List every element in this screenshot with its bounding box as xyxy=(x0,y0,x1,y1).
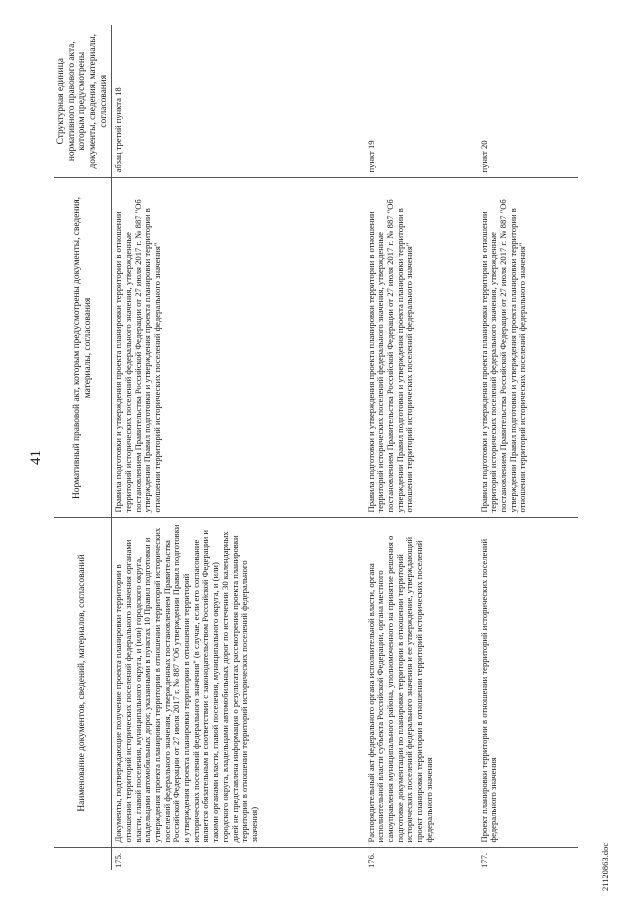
row-number: 175. xyxy=(113,852,124,868)
table-row xyxy=(112,25,365,870)
row-legal-act: Правила подготовки и утверждения проекта планировки территории в отношении территорий исторических поселений федерального значения, утвержденные постановлением Правительства Российской Федерации от 27 июля 2017 г. № 887 "Об утверждении Правил подготовки и утверждения проекта планировки территории в отношении территорий исторических поселений федерального значения" xyxy=(478,178,578,518)
row-number: 177. xyxy=(478,852,489,868)
table-header-row xyxy=(54,25,112,870)
row-legal-act: Правила подготовки и утверждения проекта планировки территории в отношении территорий исторических поселений федерального значения, утвержденные постановлением Правительства Российской Федерации от 27 июля 2017 г. № 887 "Об утверждении Правил подготовки и утверждения проекта планировки территории в отношении территорий исторических поселений федерального значения" xyxy=(365,178,478,518)
document-id: 2112086З.doc xyxy=(600,842,610,891)
header-name: Наименование документов, сведений, материалов, согласований xyxy=(54,518,112,848)
header-unit: Структурная единица нормативного правового акта, которым предусмотрены документы, сведения, материалы, согласования xyxy=(54,25,112,178)
table-row xyxy=(365,25,478,870)
row-structural-unit: пункт 19 xyxy=(365,25,478,178)
documents-table xyxy=(54,25,578,870)
row-document-name: Распорядительный акт федерального органа исполнительной власти, органа исполнительной власти субъекта Российской Федерации, органа местного самоуправления муниципального района, уполномоченного на принятие решения о подготовке документации по планировке территории в отношении территорий исторических поселений федерального значения и ее утверждение, утверждающий проект планировки территории в отношении территорий исторических поселений федерального значения xyxy=(365,518,478,848)
row-structural-unit: пункт 20 xyxy=(478,25,578,178)
row-structural-unit: абзац третий пункта 18 xyxy=(112,25,365,178)
page-number: 41 xyxy=(28,450,44,465)
header-act: Нормативный правовой акт, которым предусмотрены документы, сведения, материалы, согласования xyxy=(54,178,112,518)
row-document-name: Проект планировки территории в отношении территорий исторических поселений федерального значения xyxy=(478,518,578,848)
row-document-name: Документы, подтверждающие получение проекта планировки территории в отношении территорий исторических поселений федерального значения органами власти, главой поселения, муниципального округа, и (или) городского округа, владельцами автомобильных дорог, указанными в пунктах 10 Правил подготовки и утверждения проекта планировки территории в отношении территорий исторических поселений федерального значения, утвержденных постановлением Правительства Российской Федерации от 27 июля 2017 г. № 887 "Об утверждении Правил подготовки и утверждения проекта планировки территории в отношении территорий исторических поселений федерального значения" (в случае, если его согласование является обязательным в соответствии с законодательством Российской Федерации и такими органами власти, главой поселения, муниципального округа, и (или) городского округа, владельцами автомобильных дорог по истечении 30 календарных дней не представлена информация о результатах рассмотрения проекта планировки территории в отношении территорий исторических поселений федерального значения) xyxy=(112,518,365,848)
row-legal-act: Правила подготовки и утверждения проекта планировки территории в отношении территорий исторических поселений федерального значения, утвержденные постановлением Правительства Российской Федерации от 27 июля 2017 г. № 887 "Об утверждении Правил подготовки и утверждения проекта планировки территории в отношении территорий исторических поселений федерального значения" xyxy=(112,178,365,518)
table-row xyxy=(478,25,578,870)
row-number: 176. xyxy=(365,852,376,868)
header-num xyxy=(54,848,112,870)
